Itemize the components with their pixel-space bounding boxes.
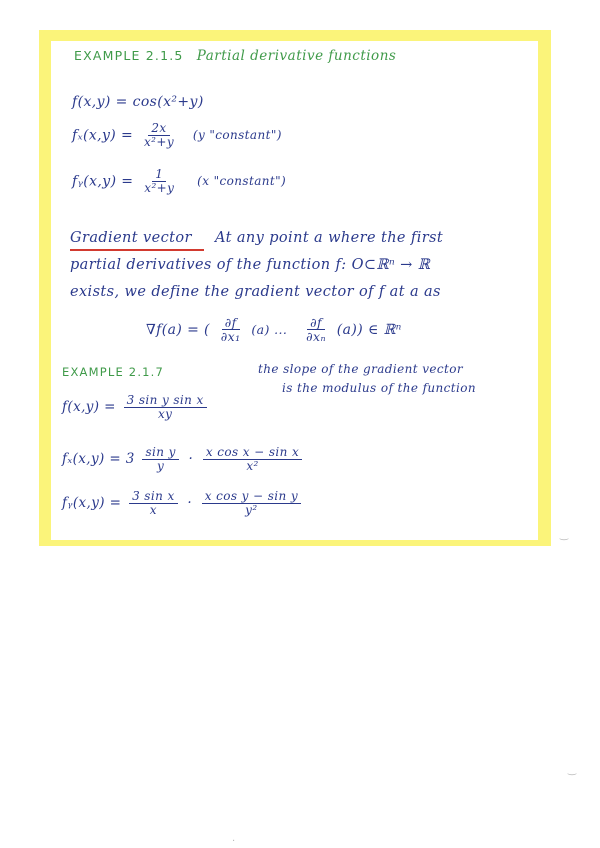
example-2-partial-x-first-numerator: sin y [142, 446, 178, 460]
example-2-partial-x-second-fraction [203, 446, 302, 473]
example-2-partial-y-first-numerator: 3 sin x [129, 490, 178, 504]
example-2-function-fraction [124, 394, 207, 421]
partial-y-lhs: fᵧ(x,y) = [72, 173, 134, 190]
example-2-partial-x [62, 446, 305, 473]
example-1-heading [74, 48, 396, 64]
example-2-partial-y-first-fraction [129, 490, 178, 517]
gradient-formula-rhs: (a)) ∈ ℝⁿ [336, 321, 402, 338]
example-2-function-numerator: 3 sin y sin x [124, 394, 207, 408]
partial-x-fraction [141, 122, 177, 149]
gradient-definition-line-1: At any point a where the first [215, 230, 444, 246]
gradient-last-partial-numerator: ∂f [307, 316, 325, 330]
gradient-first-partial-numerator: ∂f [222, 316, 240, 330]
highlight-left [39, 30, 51, 545]
example-2-function-lhs: f(x,y) = [62, 398, 116, 415]
partial-x-note: (y "constant") [192, 128, 282, 143]
gradient-last-partial-denominator: ∂xₙ [306, 329, 326, 345]
multiply-dot: · [188, 450, 194, 467]
gradient-first-partial-after: (a) ... [251, 321, 288, 337]
partial-y-fraction [141, 168, 177, 195]
example-1-number: EXAMPLE 2.1.5 [74, 48, 184, 63]
highlight-top [40, 30, 550, 41]
scan-mark: ‿ [560, 530, 569, 541]
gradient-formula-lhs: ∇f(a) = ( [146, 321, 210, 338]
partial-y-line [72, 168, 286, 195]
partial-x-lhs: fₓ(x,y) = [72, 127, 134, 144]
partial-y-note: (x "constant") [197, 174, 287, 189]
scan-mark: ‿ [568, 765, 577, 776]
partial-x-numerator: 2x [148, 122, 169, 136]
highlight-bottom [39, 540, 551, 546]
example-2-partial-x-second-denominator: x² [246, 458, 259, 473]
scan-mark: · [232, 836, 236, 847]
example-2-function [62, 394, 210, 421]
example-2-note-line-1: the slope of the gradient vector [258, 362, 463, 376]
partial-x-line [72, 122, 282, 149]
gradient-formula [146, 316, 402, 344]
gradient-term-underline [70, 249, 204, 251]
example-2-note-line-2: is the modulus of the function [282, 381, 477, 395]
gradient-term: Gradient vector [70, 230, 192, 246]
example-2-heading: EXAMPLE 2.1.7 [62, 365, 165, 379]
example-2-partial-x-second-numerator: x cos x − sin x [203, 446, 302, 460]
function-definition: f(x,y) = cos(x²+y) [72, 94, 204, 110]
example-2-partial-y-second-denominator: y² [245, 502, 258, 517]
example-2-function-denominator: xy [157, 406, 173, 421]
partial-y-numerator: 1 [152, 168, 166, 182]
partial-y-denominator: x²+y [144, 180, 175, 195]
example-2-partial-y [62, 490, 304, 517]
gradient-first-partial-denominator: ∂x₁ [220, 329, 241, 345]
example-2-partial-y-second-fraction [202, 490, 301, 517]
example-2-partial-y-lhs: fᵧ(x,y) = [62, 494, 122, 511]
example-2-partial-x-first-fraction [142, 446, 178, 473]
partial-x-denominator: x²+y [143, 134, 174, 149]
example-2-partial-x-first-denominator: y [157, 458, 165, 473]
gradient-definition-line-3: exists, we define the gradient vector of f at a as [70, 284, 441, 300]
gradient-first-partial [218, 316, 244, 344]
gradient-definition-line-2: partial derivatives of the function f: O⊂ℝⁿ → ℝ [70, 257, 431, 273]
multiply-dot: · [187, 494, 193, 511]
gradient-last-partial [303, 316, 329, 344]
example-1-title: Partial derivative functions [196, 48, 397, 64]
highlight-right [538, 30, 551, 545]
example-2-partial-y-second-numerator: x cos y − sin y [202, 490, 301, 504]
example-2-partial-x-lhs: fₓ(x,y) = 3 [62, 450, 135, 467]
example-2-partial-y-first-denominator: x [149, 502, 157, 517]
